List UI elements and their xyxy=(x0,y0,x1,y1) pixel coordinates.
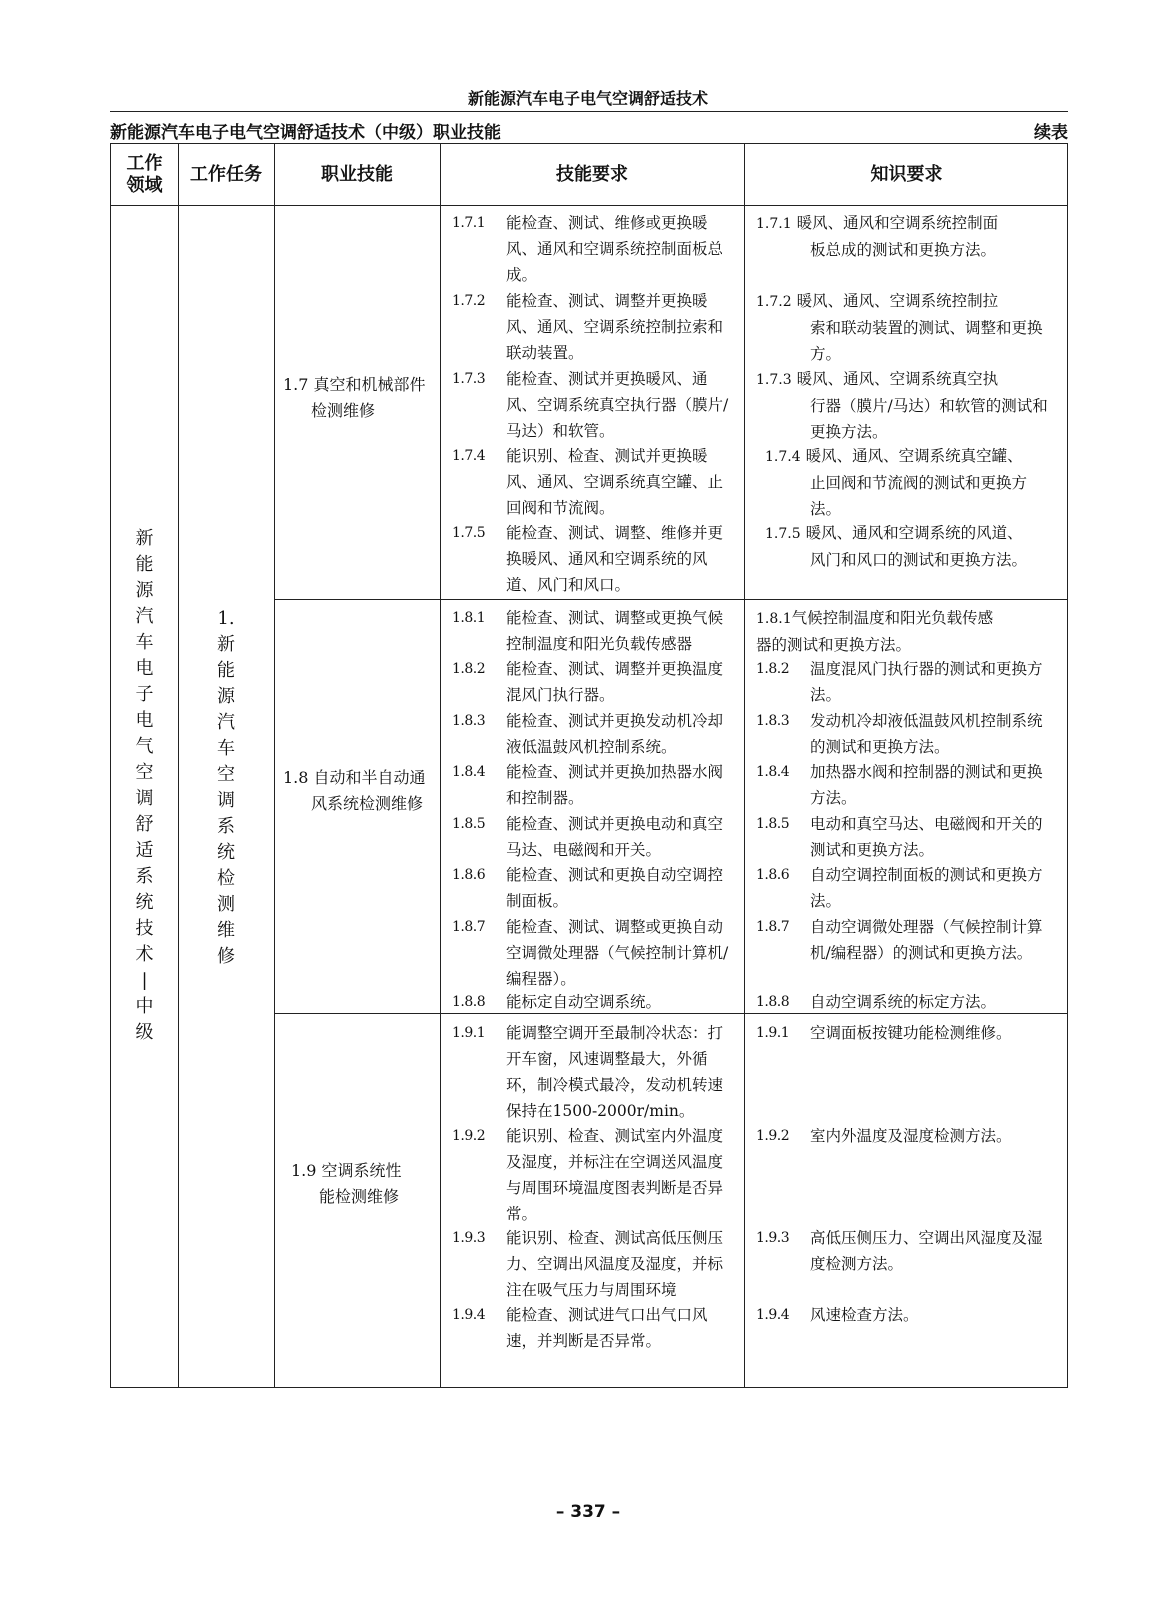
knowledge-requirement: 1.7.2 暖风、通风、空调系统控制拉 索和联动装置的测试、调整和更换方。 xyxy=(756,292,1043,363)
skill-requirement: 1.9.2 能识别、检查、测试室内外温度及湿度，并标注在空调送风温度与周围环境温度图表判断是否异常。 xyxy=(452,1127,724,1223)
page-number: – 337 – xyxy=(555,1502,621,1522)
skill-requirement: 1.7.2 能检查、测试、调整并更换暖风、通风、空调系统控制拉索和联动装置。 xyxy=(452,292,724,362)
header-work-domain: 工作 领域 xyxy=(126,152,163,196)
knowledge-requirement: 1.8.3 发动机冷却液低温鼓风机控制系统的测试和更换方法。 xyxy=(756,712,1043,756)
work-domain-cell: 新 能 源 汽 车 电 子 电 气 空 调 舒 适 系 统 技 术 | 中 级 xyxy=(135,528,154,1043)
skill-requirement: 1.8.1 能检查、测试、调整或更换气候控制温度和阳光负载传感器 xyxy=(452,609,724,653)
skills-table xyxy=(110,143,1068,1388)
column-divider xyxy=(274,144,275,1387)
skill-name-1-9: 1.9 空调系统性 能检测维修 xyxy=(291,1161,402,1206)
row-divider xyxy=(274,599,1067,600)
skill-requirement: 1.9.3 能识别、检查、测试高低压侧压力、空调出风温度及湿度，并标注在吸气压力与周围环境 xyxy=(452,1229,724,1299)
knowledge-requirement: 1.8.6 自动空调控制面板的测试和更换方法。 xyxy=(756,866,1043,910)
skill-requirement: 1.8.5 能检查、测试并更换电动和真空马达、电磁阀和开关。 xyxy=(452,815,724,859)
skill-requirement: 1.9.4 能检查、测试进气口出气口风速，并判断是否异常。 xyxy=(452,1306,708,1350)
header-skill: 职业技能 xyxy=(321,163,393,185)
header-divider xyxy=(111,205,1067,206)
continued-label: 续表 xyxy=(1034,123,1068,143)
knowledge-requirement: 1.8.5 电动和真空马达、电磁阀和开关的测试和更换方法。 xyxy=(756,815,1043,859)
knowledge-requirement: 1.9.2 室内外温度及湿度检测方法。 xyxy=(756,1127,1012,1145)
knowledge-requirement: 1.7.1 暖风、通风和空调系统控制面 板总成的测试和更换方法。 xyxy=(756,214,999,259)
knowledge-requirement: 1.8.1气候控制温度和阳光负载传感 器的测试和更换方法。 xyxy=(756,609,994,654)
skill-requirement: 1.7.3 能检查、测试并更换暖风、通风、空调系统真空执行器（膜片/马达）和软管。 xyxy=(452,370,729,440)
knowledge-requirement: 1.7.5 暖风、通风和空调系统的风道、 风门和风口的测试和更换方法。 xyxy=(765,524,1028,569)
header-work-task: 工作任务 xyxy=(190,163,262,185)
knowledge-requirement: 1.8.2 温度混风门执行器的测试和更换方法。 xyxy=(756,660,1043,704)
column-divider xyxy=(440,144,441,1387)
skill-requirement: 1.8.4 能检查、测试并更换加热器水阀和控制器。 xyxy=(452,763,724,807)
column-divider xyxy=(744,144,745,1387)
knowledge-requirement: 1.9.1 空调面板按键功能检测维修。 xyxy=(756,1024,1012,1042)
skill-name-1-7: 1.7 真空和机械部件 检测维修 xyxy=(283,375,426,420)
skill-requirement: 1.8.7 能检查、测试、调整或更换自动空调微处理器（气候控制计算机/编程器）。 xyxy=(452,918,729,988)
skill-requirement: 1.8.8 能标定自动空调系统。 xyxy=(452,993,662,1011)
knowledge-requirement: 1.7.4 暖风、通风、空调系统真空罐、 止回阀和节流阀的测试和更换方法。 xyxy=(765,447,1028,518)
skill-name-1-8: 1.8 自动和半自动通 风系统检测维修 xyxy=(283,768,426,813)
skill-requirement: 1.7.5 能检查、测试、调整、维修并更换暖风、通风和空调系统的风道、风门和风口。 xyxy=(452,524,724,594)
knowledge-requirement: 1.8.8 自动空调系统的标定方法。 xyxy=(756,993,997,1011)
table-title: 新能源汽车电子电气空调舒适技术（中级）职业技能 xyxy=(110,123,501,143)
skill-requirement: 1.8.3 能检查、测试并更换发动机冷却液低温鼓风机控制系统。 xyxy=(452,712,724,756)
skill-requirement: 1.8.6 能检查、测试和更换自动空调控制面板。 xyxy=(452,866,724,910)
skill-requirement: 1.8.2 能检查、测试、调整并更换温度混风门执行器。 xyxy=(452,660,724,704)
knowledge-requirement: 1.8.4 加热器水阀和控制器的测试和更换方法。 xyxy=(756,763,1043,807)
work-task-cell: 1. 新 能 源 汽 车 空 调 系 统 检 测 维 修 xyxy=(217,608,235,967)
knowledge-requirement: 1.8.7 自动空调微处理器（气候控制计算机/编程器）的测试和更换方法。 xyxy=(756,918,1043,962)
header-knowledge-requirements: 知识要求 xyxy=(870,163,943,185)
skill-requirement: 1.9.1 能调整空调开至最制冷状态：打开车窗，风速调整最大，外循环，制冷模式最冷，发动机转速保持在1500-2000r/min。 xyxy=(452,1024,724,1120)
running-header: 新能源汽车电子电气空调舒适技术 xyxy=(467,89,708,108)
header-skill-requirements: 技能要求 xyxy=(556,163,628,185)
knowledge-requirement: 1.9.4 风速检查方法。 xyxy=(756,1306,919,1324)
knowledge-requirement: 1.9.3 高低压侧压力、空调出风湿度及湿度检测方法。 xyxy=(756,1229,1043,1273)
skill-requirement: 1.7.1 能检查、测试、维修或更换暖风、通风和空调系统控制面板总成。 xyxy=(452,214,724,284)
skill-requirement: 1.7.4 能识别、检查、测试并更换暖风、通风、空调系统真空罐、止回阀和节流阀。 xyxy=(452,447,724,517)
header-rule xyxy=(110,111,1068,112)
knowledge-requirement: 1.7.3 暖风、通风、空调系统真空执 行器（膜片/马达）和软管的测试和更换方法。 xyxy=(756,370,1048,441)
